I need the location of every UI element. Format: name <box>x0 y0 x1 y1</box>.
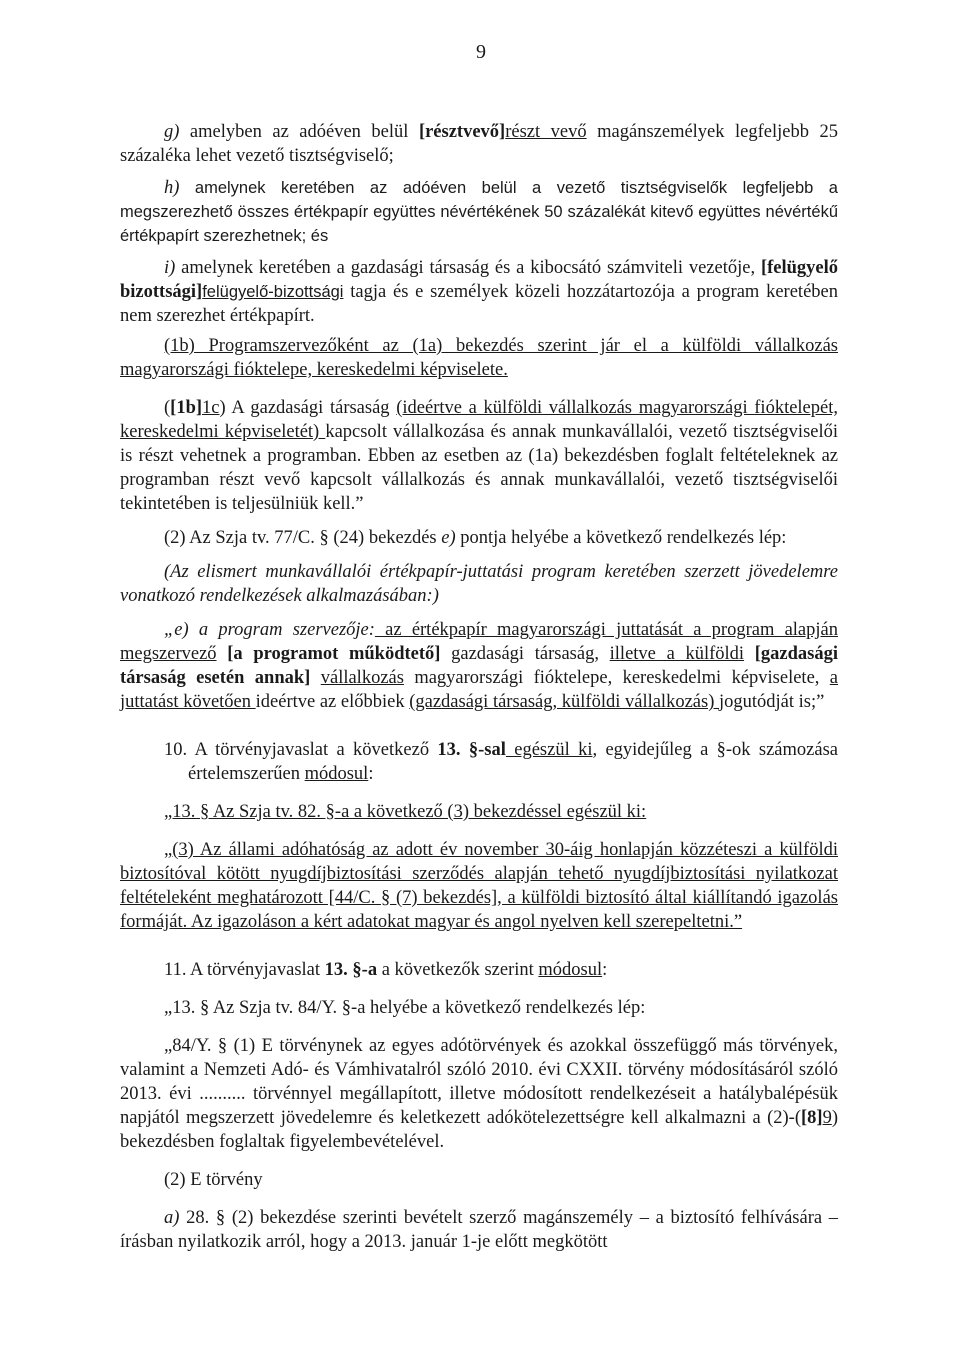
deleted-text: [felügyelő bizottsági] <box>120 258 838 302</box>
page-number: 9 <box>476 41 486 63</box>
inserted-text: a juttatást követően <box>120 668 839 712</box>
text: (Az elismert <box>164 562 266 582</box>
text: tagja és e személyek közeli hozzátartozója a program keretében nem szerezhet értékpapírt. <box>120 282 838 326</box>
document-body <box>120 120 838 1254</box>
paragraph-i <box>120 256 838 328</box>
text: ( <box>164 398 171 418</box>
paragraph-13-insert <box>120 800 838 824</box>
inserted-text: egészül ki <box>505 740 593 760</box>
text: A törvényjavaslat a következő <box>187 740 438 760</box>
deleted-text: [gazdasági társaság esetén annak] <box>120 644 838 688</box>
text: magánszemélyek legfeljebb 25 százaléka lehet vezető tisztségviselő; <box>120 122 839 166</box>
text: jogutódját is;” <box>718 692 825 712</box>
inserted-text: „(3) Az állami adóhatóság az adott év november 30-áig honlapján közzéteszi a külföldi biztosítóval kötött nyugdíjbiztosítási szerződés alapján tehető nyugdíjbiztosítási nyilatkozat feltételeként meghatározott [44/C. § (7) bekezdés], a külföldi biztosító által kiállítandó igazolás formáját. Az igazoláson a kért adatokat magyar és angol nyelven kell szerepeltetni.” <box>120 840 838 932</box>
text: amelynek keretében az adóéven belül a vezető tisztségviselők legfeljebb a megszerezhető összes értékpapír együttes névértékének 50 százalékát kitevő együttes névértékű értékpapírt szerezhetnek; és <box>120 179 838 245</box>
heading-italic <box>120 560 838 608</box>
text: (2) E törvény <box>164 1170 263 1190</box>
item-label: g) <box>164 122 180 142</box>
paragraph-g <box>120 120 838 168</box>
paragraph-3 <box>120 838 838 934</box>
paragraph-e <box>120 618 838 714</box>
text: (2) Az Szja tv. 77/C. § (24) bekezdés <box>164 528 442 548</box>
item-label: „e) a program szervezője: <box>164 620 375 640</box>
text: magyarországi fióktelepe, kereskedelmi képviselete, <box>403 668 830 688</box>
item-label: i) <box>164 258 176 278</box>
text: ) bekezdésben foglaltak figyelembevételével. <box>120 1108 838 1152</box>
text: „84/Y. § (1) E törvénynek az egyes adótörvények és azokkal összefüggő más törvények, valamint a Nemzeti Adó- és Vámhivatalról szóló 2010. évi CXXII. törvény módosításáról szóló 2013. évi .......... törvénnyel megállapított, illetve módosított rendelkezéseit a hatálybalépésük napjától megszerzett jövedelemre és keletkezett adókötelezettségre kell alkalmazni a (2)-( <box>120 1036 838 1128</box>
inserted-text: felügyelő-bizottsági <box>202 283 344 301</box>
item-number: 11. <box>164 960 187 980</box>
text: „13. § Az Szja tv. 84/Y. §-a helyébe a következő rendelkezés lép: <box>164 998 646 1018</box>
inserted-text: illetve a külföldi <box>609 644 745 664</box>
inserted-text: „13. § Az Szja tv. 82. §-a a következő (3) bekezdéssel egészül ki: <box>164 802 647 822</box>
inserted-text: az értékpapír magyarországi juttatását a program alapján megszervező <box>120 620 838 664</box>
paragraph-h <box>120 176 838 248</box>
paragraph-1b <box>120 334 838 382</box>
text: amelyben az adóéven belül <box>179 122 419 142</box>
bold-text: 13. §-a <box>324 960 378 980</box>
item-number: 10. <box>164 740 188 760</box>
deleted-text: [1b] <box>170 398 203 418</box>
paragraph-a <box>120 1206 838 1254</box>
deleted-text: [8] <box>801 1108 823 1128</box>
item-label: a) <box>164 1208 180 1228</box>
inserted-text: módosul <box>304 764 369 784</box>
text: amelynek keretében a gazdasági társaság és a kibocsátó számviteli vezetője, <box>175 258 761 278</box>
inserted-text: (ideértve a külföldi vállalkozás magyarországi fióktelepét, kereskedelmi képviseletét) <box>120 398 838 442</box>
paragraph-10 <box>120 738 838 786</box>
inserted-text: 9 <box>822 1108 832 1128</box>
inserted-text: vállalkozás <box>320 668 404 688</box>
paragraph-11 <box>120 958 838 982</box>
bold-text: 13. §-sal <box>437 740 506 760</box>
deleted-text: [a programot működtető] <box>216 644 441 664</box>
text: 28. § (2) bekezdése szerinti bevételt szerző magánszemély – a biztosító felhívására – írásban nyilatkozik arról, hogy a 2013. január 1-je előtt megkötött <box>120 1208 838 1252</box>
paragraph-1c <box>120 396 838 516</box>
text: ideértve az előbbiek <box>255 692 410 712</box>
text: értékpapír-juttatási program keretében szerzett jövedelemre vonatkozó rendelkezések alkalmazásában:) <box>120 562 838 606</box>
text: gazdasági társaság, <box>440 644 610 664</box>
point-label: e) <box>441 528 456 548</box>
inserted-text: módosul <box>538 960 603 980</box>
item-label: h) <box>164 178 180 198</box>
text: , egyidejűleg a §-ok számozása értelemszerűen <box>188 740 838 784</box>
text: A törvényjavaslat <box>186 960 325 980</box>
text: a következők szerint <box>377 960 539 980</box>
paragraph-13 <box>120 996 838 1020</box>
deleted-text: [résztvevő] <box>418 122 506 142</box>
paragraph-2e <box>120 1168 838 1192</box>
paragraph-84y <box>120 1034 838 1154</box>
text: munkavállalói <box>265 562 372 582</box>
inserted-text: (gazdasági társaság, külföldi vállalkozás) <box>409 692 719 712</box>
text <box>310 668 320 688</box>
inserted-text: részt vevő <box>505 122 587 142</box>
paragraph-2 <box>120 526 838 550</box>
text: kapcsolt vállalkozása és annak munkavállalói, vezető tisztségviselői is részt vehetnek a programban. Ebben az esetben az (1a) bekezdésben foglalt feltételeknek az programban részt vevő kapcsolt vállalkozás és annak munkavállalói, vezető tisztségviselői tekintetében is teljesülniük kell.” <box>120 422 839 514</box>
inserted-text: (1b) Programszervezőként az (1a) bekezdés szerint jár el a külföldi vállalkozás magyarországi fióktelepe, kereskedelmi képviselete. <box>120 336 838 380</box>
text: pontja helyébe a következő rendelkezés lép: <box>455 528 787 548</box>
text: ) A gazdasági társaság <box>219 398 397 418</box>
text: : <box>602 960 608 980</box>
inserted-text: 1c <box>202 398 220 418</box>
text: : <box>368 764 374 784</box>
